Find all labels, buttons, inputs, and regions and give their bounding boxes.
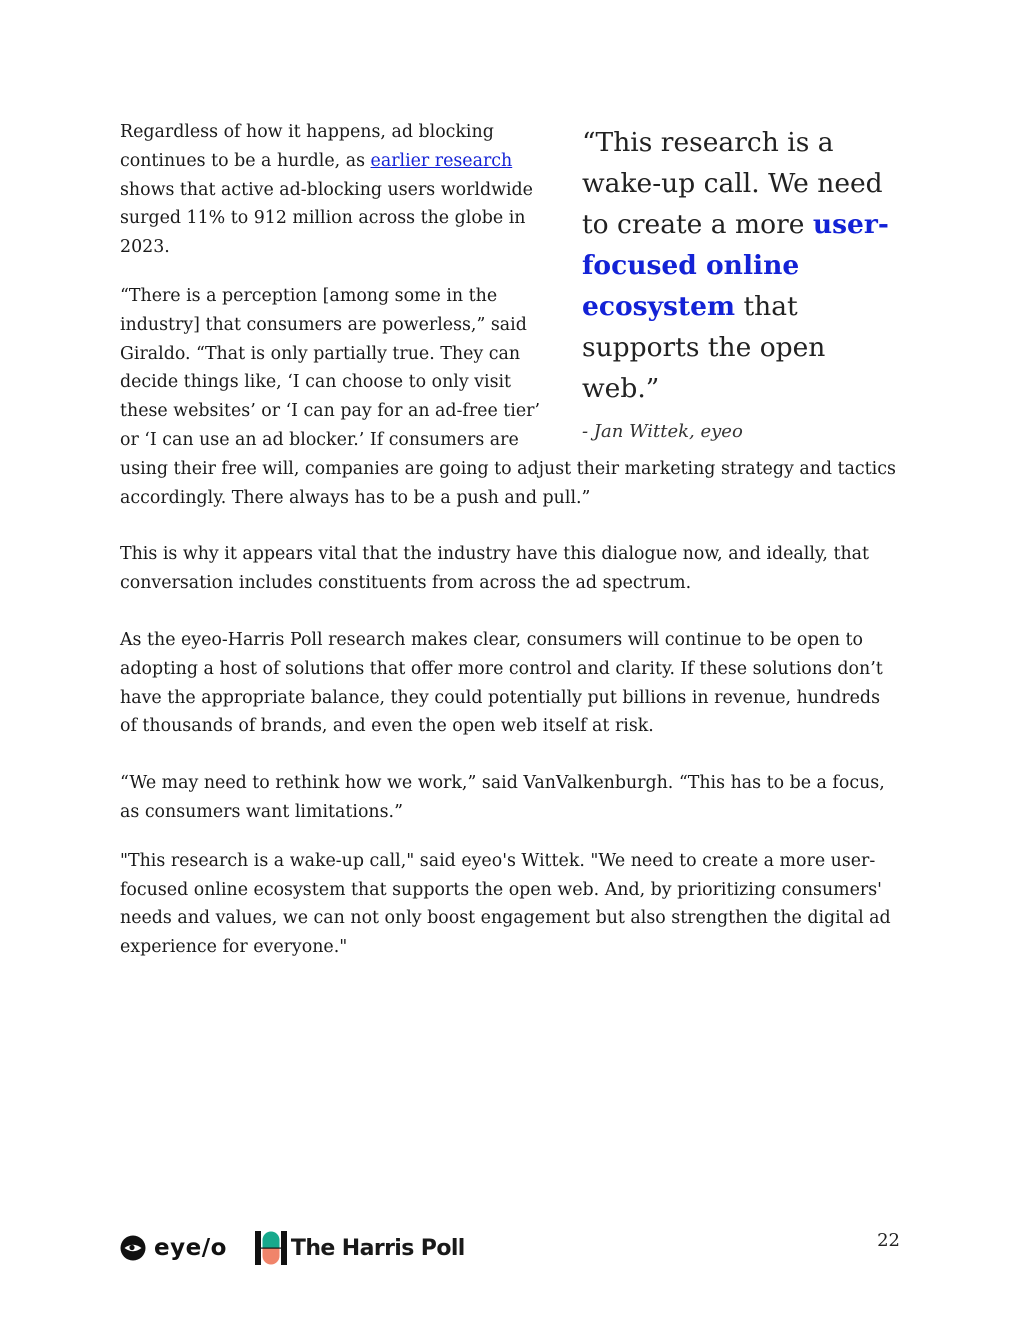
earlier-research-link[interactable]: earlier research [370, 150, 513, 171]
eye-icon [120, 1235, 146, 1261]
pull-quote [582, 122, 900, 442]
paragraph-ad-blocking-start: Regardless of how it happens, ad blocking continues to be a hurdle, as [120, 122, 494, 171]
page-number: 22 [877, 1230, 900, 1251]
pull-quote-highlight: user-focused online ecosystem [582, 209, 889, 322]
paragraph-vanvalkenburgh-quote: “We may need to rethink how we work,” said VanValkenburgh. “This has to be a focus, as consumers want limitations.” [120, 773, 885, 822]
paragraph-ad-blocking-end: shows that active ad-blocking users worldwide surged 11% to 912 million across the globe in 2023. [120, 179, 533, 258]
paragraph-harris-poll: As the eyeo-Harris Poll research makes clear, consumers will continue to be open to adopting a host of solutions that offer more control and clarity. If these solutions don’t have the appropriate balance, they could potentially put billions in revenue, hundreds of thousands of brands, and even the open web itself at risk. [120, 629, 883, 737]
paragraph-wittek-quote: "This research is a wake-up call," said eyeo's Wittek. "We need to create a more user-focused online ecosystem that supports the open web. And, by prioritizing consumers' needs and values, we can not only boost engagement but also strengthen the digital ad experience for everyone." [120, 850, 891, 958]
pull-quote-attribution: - Jan Wittek, eyeo [582, 421, 743, 442]
article-body [120, 118, 900, 982]
paragraph-dialogue: This is why it appears vital that the industry have this dialogue now, and ideally, that conversation includes constituents from across the ad spectrum. [120, 544, 870, 594]
footer-logos [120, 1228, 465, 1268]
pull-quote-open: “This research is a wake-up call. We need to create a more [582, 127, 883, 240]
eyeo-logo [120, 1228, 227, 1268]
pull-quote-text [582, 122, 900, 409]
harris-poll-logo-text: The Harris Poll [290, 1235, 465, 1261]
paragraph-giraldo-quote: “There is a perception [among some in the industry] that consumers are powerless,” said Giraldo. “That is only partially true. They can decide things like, ‘I can choose to only visit these websites’ or ‘I can pay for an ad-free tier’ or ‘I can use an ad blocker.’ If consumers are using their free will, companies are going to adjust their marketing strategy and tactics accordingly. There always has to be a push and pull.” [120, 285, 896, 508]
harris-poll-icon [255, 1230, 287, 1266]
eyeo-logo-text: eye/o [154, 1235, 227, 1261]
pull-quote-close: that supports the open web.” [582, 291, 826, 404]
harris-poll-logo [255, 1228, 465, 1268]
